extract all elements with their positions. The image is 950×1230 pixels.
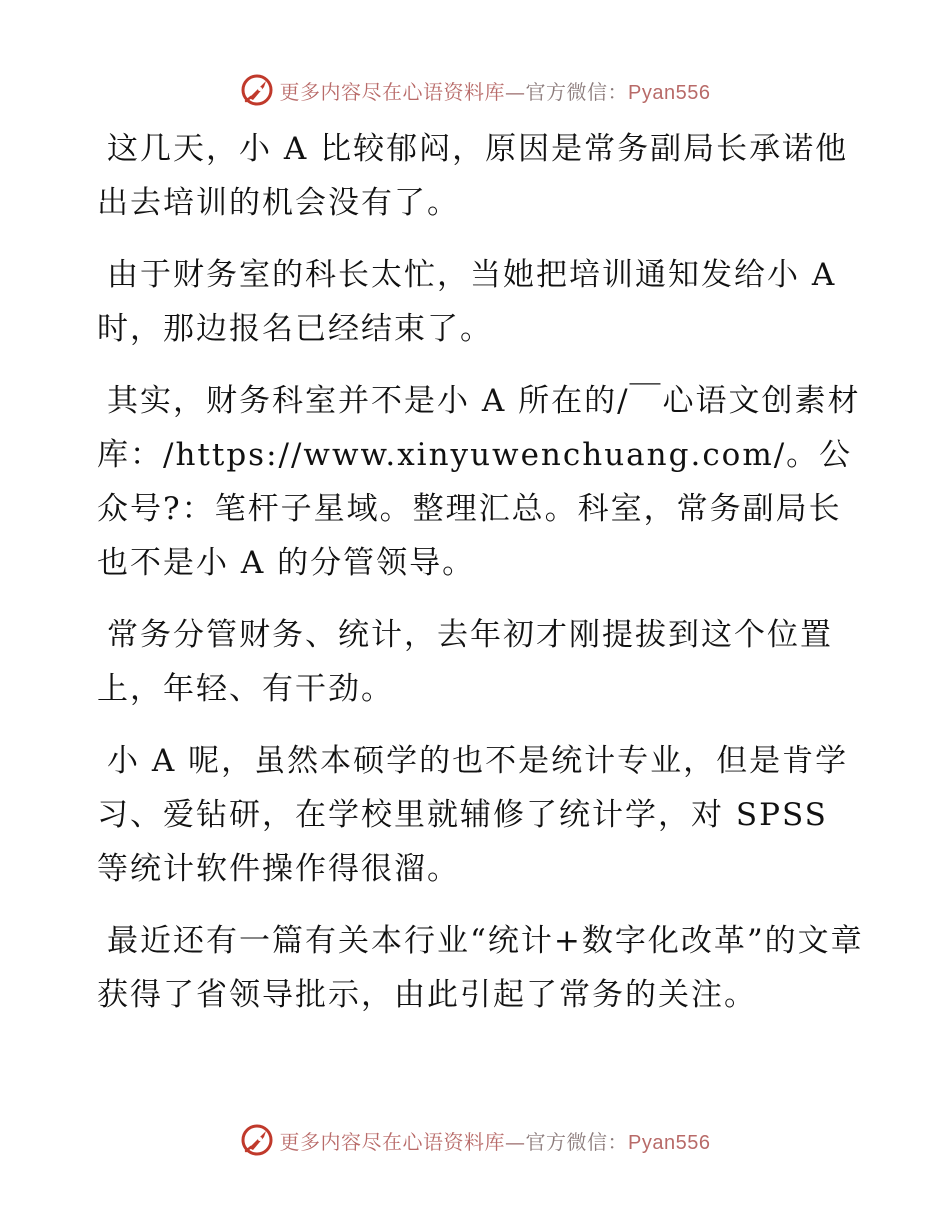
footer-banner-text <box>280 1126 711 1155</box>
paragraph: 这几天，小 A 比较郁闷，原因是常务副局长承诺他出去培训的机会没有了。 <box>97 131 849 221</box>
paragraph: 常务分管财务、统计，去年初才刚提拔到这个位置上，年轻、有干劲。 <box>97 617 833 707</box>
body-text <box>97 122 867 1040</box>
footer-banner <box>0 1120 950 1160</box>
footer-brand: 更多内容尽在心语资料库 <box>279 1129 506 1154</box>
paragraph: 最近还有一篇有关本行业“统计+数字化改革”的文章获得了省领导批示，由此引起了常务的关注。 <box>97 923 864 1013</box>
paragraph: 其实，财务科室并不是小 A 所在的/￣心语文创素材库：/https://www.xinyuwenchuang.com/。公众号?：笔杆子星域。整理汇总。科室，常务副局长也不是小 A 的分管领导。 <box>97 383 861 581</box>
header-wechat-label: 官方微信： <box>525 79 629 104</box>
paragraph: 小 A 呢，虽然本硕学的也不是统计专业，但是肯学习、爱钻研，在学校里就辅修了统计学，对 SPSS 等统计软件操作得很溜。 <box>97 743 849 887</box>
header-banner <box>0 70 950 110</box>
header-wechat-id: Pyan556 <box>628 81 711 104</box>
paragraph: 由于财务室的科长太忙，当她把培训通知发给小 A 时，那边报名已经结束了。 <box>97 257 837 347</box>
header-banner-text <box>280 76 711 105</box>
header-brand: 更多内容尽在心语资料库 <box>279 79 506 104</box>
footer-wechat-id: Pyan556 <box>628 1131 711 1154</box>
footer-wechat-label: 官方微信： <box>525 1129 629 1154</box>
pen-nib-circle-logo-icon <box>240 73 274 107</box>
footer-separator: — <box>505 1129 526 1154</box>
pen-nib-circle-logo-icon <box>240 1123 274 1157</box>
header-separator: — <box>505 79 526 104</box>
